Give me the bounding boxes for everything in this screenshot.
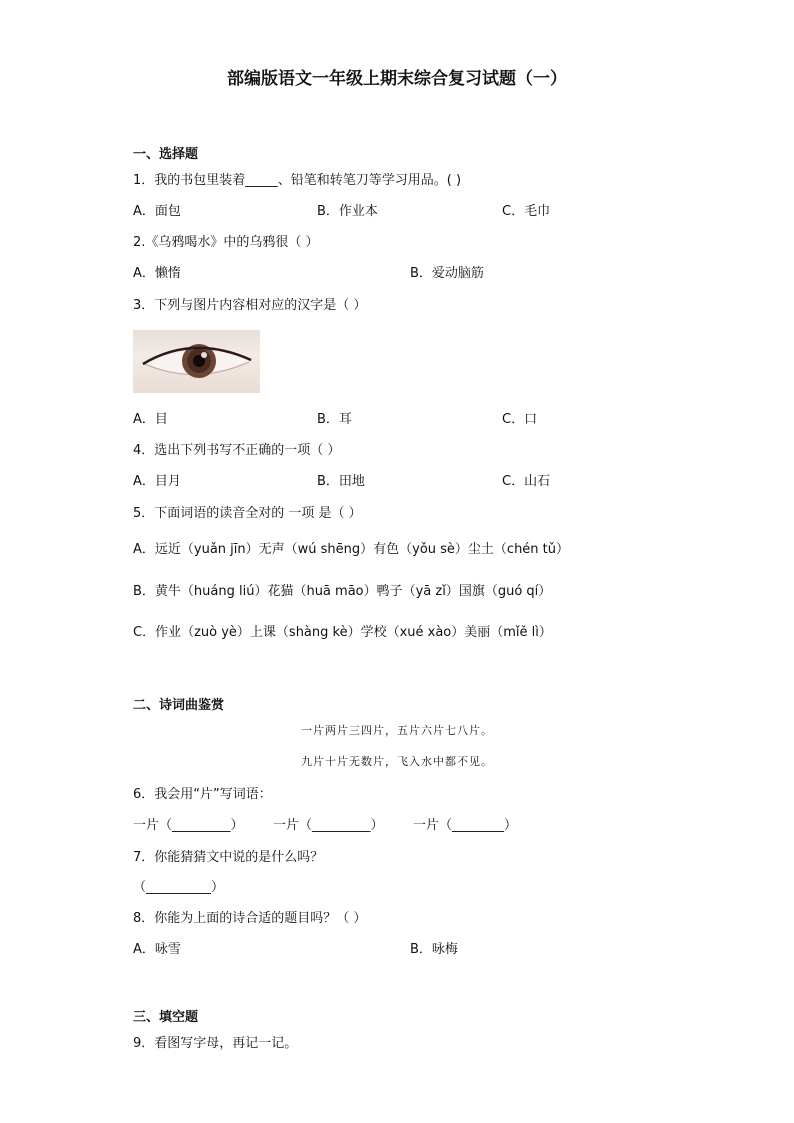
question-8-option-b: B．咏梅 bbox=[410, 942, 458, 957]
question-4-option-c: C．山石 bbox=[502, 474, 551, 489]
question-5-stem: 5．下面词语的读音全对的 一项 是（ ） bbox=[133, 506, 362, 521]
eye-icon bbox=[133, 330, 260, 393]
question-5-option-c: C．作业（zuò yè）上课（shàng kè）学校（xué xào）美丽（mǐě lì） bbox=[133, 625, 552, 640]
question-3-option-a: A．目 bbox=[133, 412, 168, 427]
question-6-blank-2: 一片（_________） bbox=[273, 818, 384, 833]
question-6-blank-3: 一片（________） bbox=[413, 818, 518, 833]
question-9-stem: 9．看图写字母，再记一记。 bbox=[133, 1036, 298, 1051]
section-heading-fill-in: 三、填空题 bbox=[133, 1010, 199, 1025]
question-2-stem: 2.《乌鸦喝水》中的乌鸦很（ ） bbox=[133, 235, 319, 250]
question-7-answer-blank: （__________） bbox=[133, 880, 225, 895]
question-4-stem: 4．选出下列书写不正确的一项（ ） bbox=[133, 443, 341, 458]
question-1-option-b: B．作业本 bbox=[317, 204, 378, 219]
question-1-option-c: C．毛巾 bbox=[502, 204, 551, 219]
page-title: 部编版语文一年级上期末综合复习试题（一） bbox=[227, 69, 567, 89]
question-6-stem: 6．我会用“片”写词语： bbox=[133, 787, 272, 802]
question-1-option-a: A．面包 bbox=[133, 204, 181, 219]
poem-line-2: 九片十片无数片，飞入水中都不见。 bbox=[301, 755, 493, 768]
question-4-option-a: A．目月 bbox=[133, 474, 181, 489]
question-3-option-b: B．耳 bbox=[317, 412, 352, 427]
question-4-option-b: B．田地 bbox=[317, 474, 365, 489]
section-heading-poetry: 二、诗词曲鉴赏 bbox=[133, 698, 225, 713]
question-3-stem: 3．下列与图片内容相对应的汉字是（ ） bbox=[133, 298, 367, 313]
question-3-option-c: C．口 bbox=[502, 412, 538, 427]
poem-line-1: 一片两片三四片，五片六片七八片。 bbox=[301, 724, 493, 737]
question-2-option-b: B．爱动脑筋 bbox=[410, 266, 484, 281]
question-8-stem: 8．你能为上面的诗合适的题目吗？（ ） bbox=[133, 911, 367, 926]
question-1-stem: 1．我的书包里装着_____、铅笔和转笔刀等学习用品。( ) bbox=[133, 173, 462, 188]
question-5-option-a: A．远近（yuǎn jīn）无声（wú shēng）有色（yǒu sè）尘土（chén tǔ） bbox=[133, 542, 570, 557]
question-8-option-a: A．咏雪 bbox=[133, 942, 181, 957]
question-6-blank-1: 一片（_________） bbox=[133, 818, 244, 833]
question-2-option-a: A．懒惰 bbox=[133, 266, 181, 281]
question-5-option-b: B．黄牛（huáng liú）花猫（huā māo）鸭子（yā zǐ）国旗（guó qí） bbox=[133, 584, 552, 599]
eye-photo bbox=[133, 330, 260, 393]
section-heading-choice: 一、选择题 bbox=[133, 147, 199, 162]
question-7-stem: 7．你能猜猜文中说的是什么吗？ bbox=[133, 850, 324, 865]
